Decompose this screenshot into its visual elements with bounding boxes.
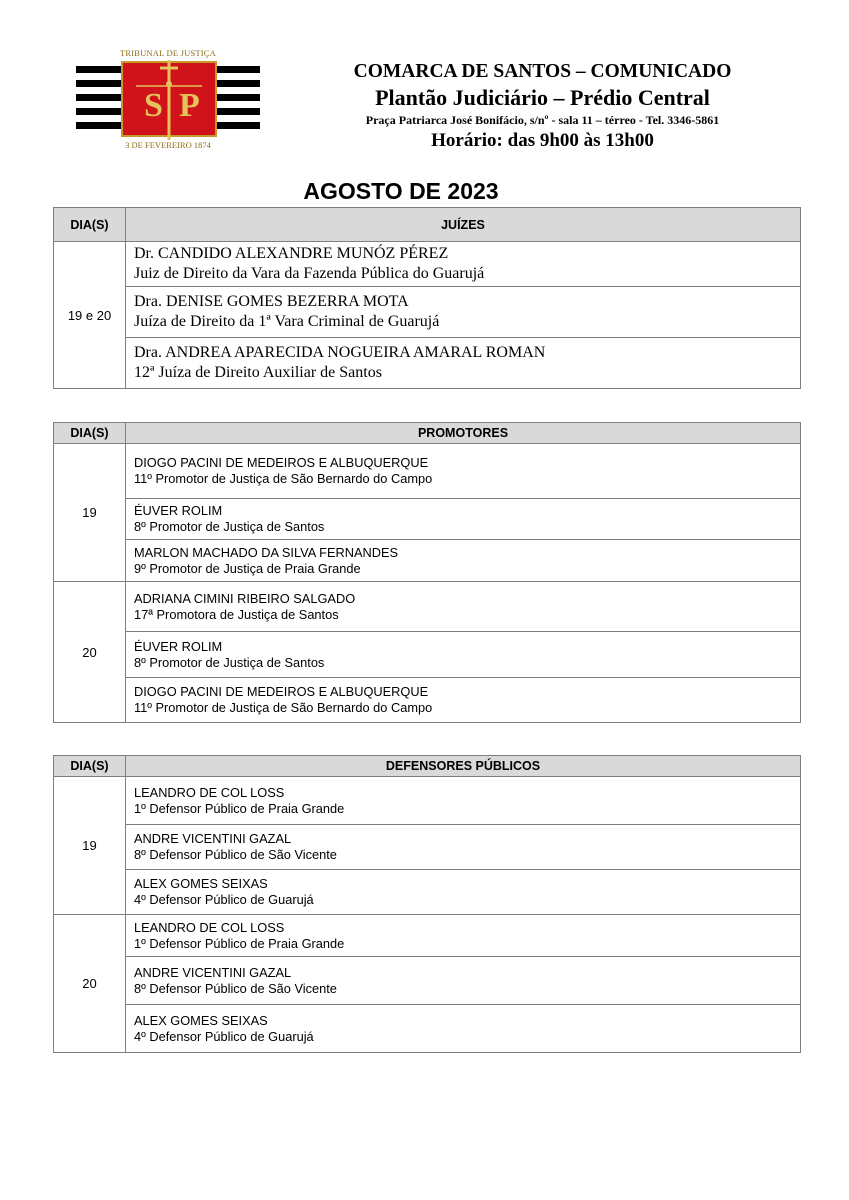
- header-horario: Horário: das 9h00 às 13h00: [431, 130, 654, 151]
- judges-table: [53, 207, 801, 389]
- table-row: [54, 444, 801, 499]
- judge-entry: [126, 242, 801, 287]
- table-row: [54, 678, 801, 723]
- header-plantao: Plantão Judiciário – Prédio Central: [375, 85, 710, 110]
- col-header-days: DIA(S): [54, 423, 126, 444]
- promotor-entry: [126, 499, 801, 540]
- defensor-role: 8º Defensor Público de São Vicente: [134, 847, 337, 862]
- day-cell: 20: [54, 582, 126, 723]
- table-row: [54, 957, 801, 1005]
- promotor-name: ADRIANA CIMINI RIBEIRO SALGADO: [134, 590, 356, 606]
- defensor-role: 4º Defensor Público de Guarujá: [134, 1028, 314, 1044]
- table-row: [54, 915, 801, 957]
- judge-name: Dra. ANDREA APARECIDA NOGUEIRA AMARAL ROMAN: [134, 344, 546, 361]
- table-row: [54, 287, 801, 338]
- promotor-entry: [126, 678, 801, 723]
- promotor-entry: [126, 540, 801, 582]
- promotor-role: 11º Promotor de Justiça de São Bernardo do Campo: [134, 471, 433, 486]
- defensor-role: 4º Defensor Público de Guarujá: [134, 892, 314, 907]
- defensor-entry: [126, 915, 801, 957]
- logo-letters: [76, 58, 260, 142]
- defensor-name: ALEX GOMES SEIXAS: [134, 876, 268, 891]
- table-header-row: [54, 423, 801, 444]
- defensor-entry: [126, 1005, 801, 1053]
- col-header-judges: JUÍZES: [126, 208, 801, 242]
- logo-letter-p: P: [179, 87, 200, 124]
- promotor-entry: [126, 632, 801, 678]
- logo-bottom-text: 3 DE FEVEREIRO 1874: [125, 140, 211, 150]
- promotor-role: 8º Promotor de Justiça de Santos: [134, 654, 325, 670]
- defensor-entry: [126, 825, 801, 870]
- defensor-entry: [126, 957, 801, 1005]
- day-cell: 19: [54, 444, 126, 582]
- table-header-row: [54, 208, 801, 242]
- court-logo: [76, 48, 260, 158]
- table-row: [54, 242, 801, 287]
- judge-role: Juiz de Direito da Vara da Fazenda Pública do Guarujá: [134, 265, 485, 282]
- defensor-role: 1º Defensor Público de Praia Grande: [134, 935, 345, 951]
- promotor-name: ÉUVER ROLIM: [134, 638, 223, 654]
- table-row: [54, 777, 801, 825]
- judge-entry: [126, 338, 801, 389]
- judge-name: Dra. DENISE GOMES BEZERRA MOTA: [134, 293, 409, 310]
- header-block: [300, 60, 785, 154]
- defensor-entry: [126, 870, 801, 915]
- page-title: AGOSTO DE 2023: [303, 178, 499, 204]
- judge-role: Juíza de Direito da 1ª Vara Criminal de Guarujá: [134, 313, 440, 330]
- table-row: [54, 540, 801, 582]
- day-cell: 19 e 20: [54, 242, 126, 389]
- day-cell: 19: [54, 777, 126, 915]
- defensor-name: LEANDRO DE COL LOSS: [134, 919, 285, 935]
- promotores-table: [53, 422, 801, 723]
- day-cell: 20: [54, 915, 126, 1053]
- table-row: [54, 825, 801, 870]
- promotor-name: DIOGO PACINI DE MEDEIROS E ALBUQUERQUE: [134, 455, 429, 470]
- table-row: [54, 870, 801, 915]
- promotor-entry: [126, 582, 801, 632]
- judge-entry: [126, 287, 801, 338]
- judge-name: Dr. CANDIDO ALEXANDRE MUNÓZ PÉREZ: [134, 245, 449, 262]
- logo-top-text: TRIBUNAL DE JUSTIÇA: [119, 48, 217, 58]
- table-row: [54, 1005, 801, 1053]
- defensor-role: 1º Defensor Público de Praia Grande: [134, 800, 345, 816]
- defensores-table: [53, 755, 801, 1053]
- defensor-name: ALEX GOMES SEIXAS: [134, 1012, 268, 1028]
- promotor-name: DIOGO PACINI DE MEDEIROS E ALBUQUERQUE: [134, 684, 429, 699]
- col-header-days: DIA(S): [54, 208, 126, 242]
- defensor-role: 8º Defensor Público de São Vicente: [134, 980, 337, 996]
- promotor-role: 8º Promotor de Justiça de Santos: [134, 519, 325, 534]
- defensor-entry: [126, 777, 801, 825]
- table-row: [54, 499, 801, 540]
- header-address: Praça Patriarca José Bonifácio, s/nº - sala 11 – térreo - Tel. 3346-5861: [365, 113, 720, 127]
- table-header-row: [54, 756, 801, 777]
- col-header-days: DIA(S): [54, 756, 126, 777]
- judge-role: 12ª Juíza de Direito Auxiliar de Santos: [134, 364, 382, 381]
- promotor-role: 17ª Promotora de Justiça de Santos: [134, 606, 339, 622]
- promotor-role: 9º Promotor de Justiça de Praia Grande: [134, 560, 361, 576]
- table-row: [54, 632, 801, 678]
- promotor-role: 11º Promotor de Justiça de São Bernardo do Campo: [134, 700, 433, 715]
- header-comarca: COMARCA DE SANTOS – COMUNICADO: [353, 61, 732, 82]
- logo-letter-s: S: [144, 87, 163, 124]
- defensor-name: ANDRE VICENTINI GAZAL: [134, 964, 292, 980]
- table-row: [54, 582, 801, 632]
- promotor-name: ÉUVER ROLIM: [134, 503, 223, 518]
- col-header-defensores: DEFENSORES PÚBLICOS: [126, 756, 801, 777]
- promotor-name: MARLON MACHADO DA SILVA FERNANDES: [134, 544, 399, 560]
- table-row: [54, 338, 801, 389]
- defensor-name: ANDRE VICENTINI GAZAL: [134, 831, 292, 846]
- promotor-entry: [126, 444, 801, 499]
- col-header-promotores: PROMOTORES: [126, 423, 801, 444]
- defensor-name: LEANDRO DE COL LOSS: [134, 784, 285, 800]
